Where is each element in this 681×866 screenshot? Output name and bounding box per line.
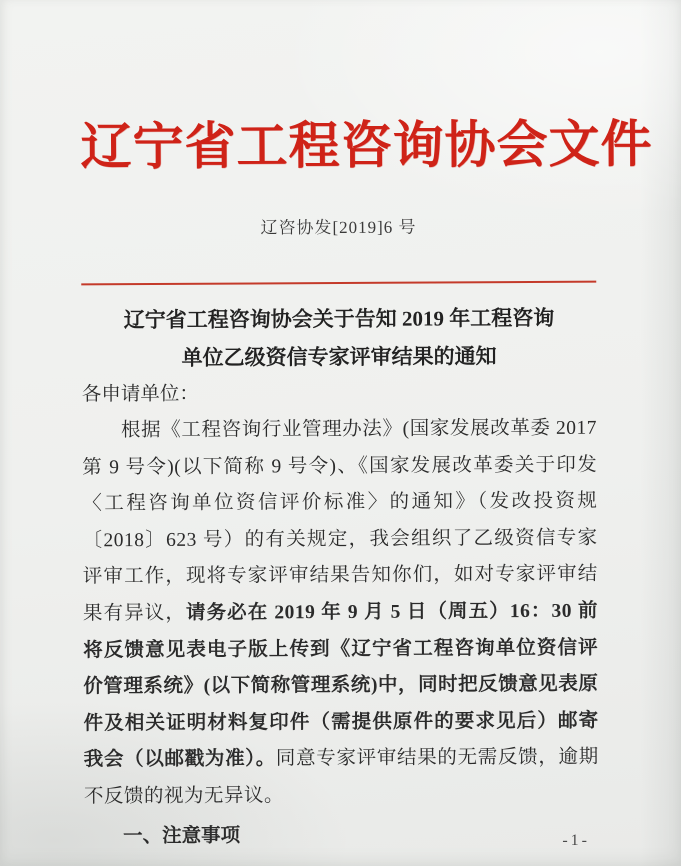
notice-title: [81, 299, 596, 378]
paragraph-tail-text: 同意专家评审结果的无需反馈，逾期不反馈的视为无异议。: [83, 746, 599, 808]
body-paragraph: [82, 411, 599, 816]
paragraph-lead-text: 根据《工程咨询行业管理办法》(国家发展改革委 2017 第 9 号令)(以下简称 9 号令)、《国家发展改革委关于印发〈工程咨询单位资信评价标准〉的通知》（发改投资规〔2018〕623 号）的有关规定，我会组织了乙级资信专家评审工作，现将专家评审结果告知你们，如对专家评审结果有异议，: [82, 417, 598, 625]
paragraph-emphasis-text: 请务必在 2019 年 9 月 5 日（周五）16：30 前将反馈意见表电子版上传到《辽宁省工程咨询单位资信评价管理系统》(以下简称管理系统)中，同时把反馈意见表原件及相关证明材料复印件（需提供原件的要求见后）邮寄我会（以邮戳为准）。: [83, 600, 599, 771]
document-number: 辽咨协发[2019]6 号: [260, 217, 417, 238]
page-number: -1-: [562, 832, 590, 849]
notice-title-line2: 单位乙级资信专家评审结果的通知: [181, 344, 497, 370]
section1-heading: 一、注意事项: [123, 825, 241, 847]
letterhead-divider: [81, 281, 596, 286]
letterhead-title: 辽宁省工程咨询协会文件: [80, 117, 653, 177]
salutation: 各申请单位：: [81, 383, 199, 406]
document-content: [80, 0, 653, 852]
notice-title-line1: 辽宁省工程咨询协会关于告知 2019 年工程咨询: [123, 305, 555, 333]
